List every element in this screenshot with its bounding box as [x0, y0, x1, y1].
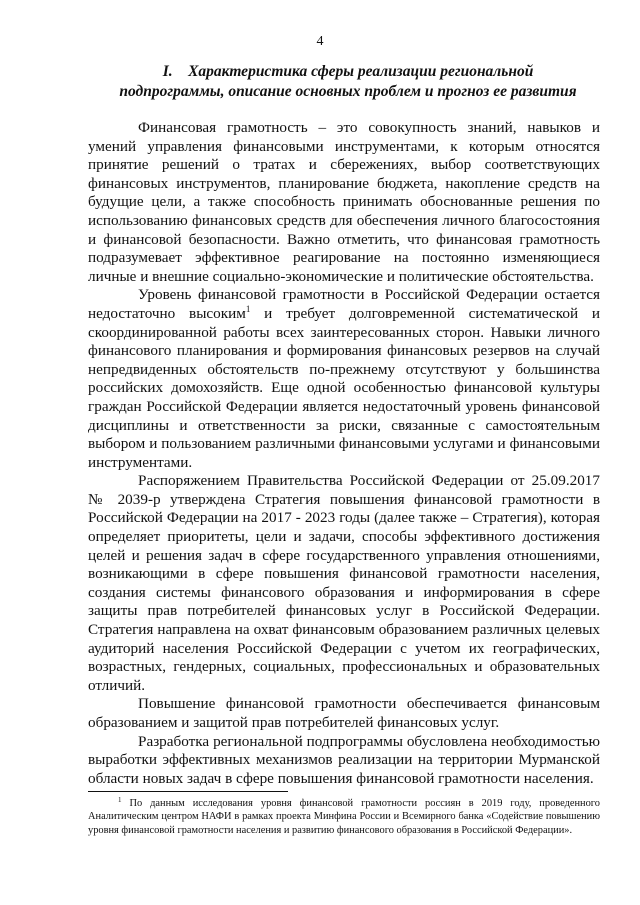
paragraph-strategy: Распоряжением Правительства Российской Федерации от 25.09.2017 № 2039-р утверждена Стратегия повышения финансовой грамотности в Российской Федерации на 2017 - 2023 годы (далее также – Стратегия), которая определяет приоритеты, цели и задачи, способы эффективного достижения целей и решения задач в сфере государственного управления отношениями, возникающими в сфере повышения финансовой грамотности населения, создания системы финансового образования и информирования в сфере защиты прав потребителей финансовых услуг в Российской Федерации. Стратегия направлена на охват финансовым образованием различных целевых аудиторий населения Российской Федерации с учетом их географических, возрастных, гендерных, социальных, профессиональных и образовательных отличий.: [88, 472, 600, 694]
footnote: [88, 797, 600, 837]
section-heading: [88, 62, 608, 102]
footnote-marker: 1: [118, 796, 122, 804]
body-text: [88, 119, 600, 788]
paragraph-definition: Финансовая грамотность – это совокупность знаний, навыков и умений управления финансовыми инструментами, к которым относятся принятие решений о тратах и сбережениях, выбор соответствующих финансовых инструментов, планирование бюджета, накопление средств на будущие цели, а также способность принимать обоснованные решения по использованию финансовых средств для обеспечения личного благосостояния и финансовой безопасности. Важно отметить, что финансовая грамотность подразумевает эффективное реагирование на постоянно изменяющиеся личные и внешние социально-экономические и политические обстоятельства.: [88, 119, 600, 285]
page-number: 4: [316, 34, 324, 49]
paragraph-subprogram-rationale: Разработка региональной подпрограммы обусловлена необходимостью выработки эффективных механизмов реализации на территории Мурманской области новых задач в сфере повышения финансовой грамотности населения.: [88, 732, 600, 787]
section-heading-line-2: подпрограммы, описание основных проблем и прогноз ее развития: [119, 83, 577, 100]
paragraph-literacy-level: [88, 286, 600, 472]
footnote-text-block: [88, 797, 600, 837]
section-heading-line-1: I. Характеристика сферы реализации региональной: [162, 63, 534, 80]
paragraph-consumer-protection: Повышение финансовой грамотности обеспечивается финансовым образованием и защитой прав потребителей финансовых услуг.: [88, 695, 600, 731]
paragraph-literacy-level-rest: и требует долговременной систематической и скоординированной работы всех заинтересованных сторон. Навыки личного финансового планирования и формирования финансовых резервов на случай непредвиденных обстоятельств по-прежнему отсутствуют у большинства российских домохозяйств. Еще одной особенностью финансовой культуры граждан Российской Федерации является недостаточный уровень финансовой дисциплины и ответственности за риски, связанные с самостоятельным выбором и пользованием различными финансовыми услугами и финансовыми инструментами.: [88, 304, 601, 471]
footnote-text: По данным исследования уровня финансовой грамотности россиян в 2019 году, проведенного Аналитическим центром НАФИ в рамках проекта Минфина России и Всемирного банка «Содействие повышению уровня финансовой грамотности населения и развитию финансового образования в Российской Федерации».: [88, 798, 600, 836]
footnote-reference: 1: [245, 303, 251, 314]
paragraph-literacy-level-start: Уровень финансовой грамотности в Российской Федерации остается недостаточно высоким: [88, 286, 600, 322]
footnote-divider: [88, 791, 288, 792]
